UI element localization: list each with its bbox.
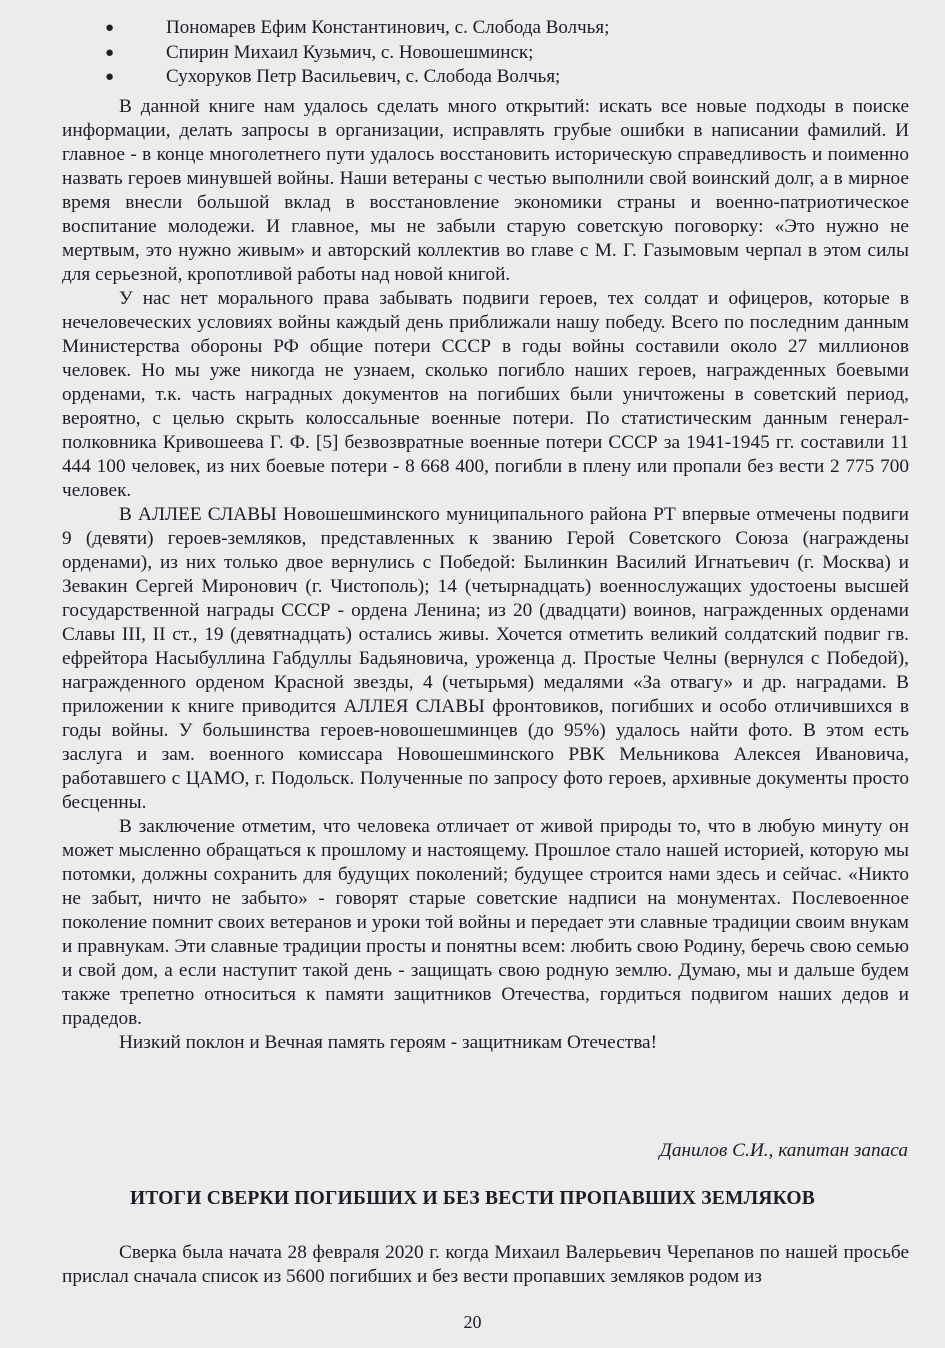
list-item: ● Сухоруков Петр Васильевич, с. Слобода Волчья; [103, 65, 903, 90]
body-text [62, 95, 909, 1055]
bullet-icon: ● [105, 20, 115, 36]
paragraph-alley-of-glory: В АЛЛЕЕ СЛАВЫ Новошешминского муниципального района РТ впервые отмечены подвиги 9 (девяти) героев-земляков, представленных к званию Герой Советского Союза (награждены орденами), из них только двое вернулись с Победой: Былинкин Василий Игнатьевич (г. Москва) и Зевакин Сергей Миронович (г. Чистополь); 14 (четырнадцать) военнослужащих удостоены высшей государственной награды СССР - ордена Ленина; из 20 (двадцати) воинов, награжденных орденами Славы III, II ст., 19 (девятнадцать) остались живы. Хочется отметить великий солдатский подвиг гв. ефрейтора Насыбуллина Габдуллы Бадьяновича, уроженца д. Простые Челны (вернулся с Победой), награжденного орденом Красной звезды, 4 (четырьмя) медалями «За отвагу» и др. наградами. В приложении к книге приводится АЛЛЕЯ СЛАВЫ фронтовиков, погибших и особо отличившихся в годы войны. У большинства героев-новошешминцев (до 95%) удалось найти фото. В этом есть заслуга и зам. военного комиссара Новошешминского РВК Мельникова Алексея Ивановича, работавшего с ЦАМО, г. Подольск. Полученные по запросу фото героев, архивные документы просто бесценны. [62, 504, 909, 813]
author-signature: Данилов С.И., капитан запаса [659, 1140, 908, 1161]
paragraph-conclusion: В заключение отметим, что человека отличает от живой природы то, что в любую минуту он может мысленно обращаться к прошлому и настоящему. Прошлое стало нашей историей, которую мы потомки, должны сохранить для будущих поколений; будущее строится нами здесь и сейчас. «Никто не забыт, ничто не забыто» - говорят старые советские надписи на монументах. Послевоенное поколение помнит своих ветеранов и уроки той войны и передает эти славные традиции своим внукам и правнукам. Эти славные традиции просты и понятны всем: любить свою Родину, беречь свою семью и свой дом, а если наступит такой день - защищать свою родную землю. Думаю, мы и дальше будем также трепетно относиться к памяти защитников Отечества, гордиться подвигом наших дедов и прадедов. [62, 816, 909, 1029]
paragraph-verification: Сверка была начата 28 февраля 2020 г. когда Михаил Валерьевич Черепанов по нашей просьбе прислал сначала список из 5600 погибших и без вести пропавших земляков родом из [62, 1242, 909, 1287]
final-section [62, 1241, 909, 1289]
page-number: 20 [463, 1312, 482, 1332]
paragraph-losses: У нас нет морального права забывать подвиги героев, тех солдат и офицеров, которые в нечеловеческих условиях войны каждый день приближали нашу победу. Всего по последним данным Министерства обороны РФ общие потери СССР в годы войны составили около 27 миллионов человек. Но мы уже никогда не узнаем, сколько погибло наших героев, награжденных боевыми орденами, т.к. часть наградных документов на погибших были уничтожены в советский период, вероятно, с целью скрыть колоссальные военные потери. По статистическим данным генерал-полковника Кривошеева Г. Ф. [5] безвозвратные военные потери СССР за 1941-1945 гг. составили 11 444 100 человек, из них боевые потери - 8 668 400, погибли в плену или пропали без вести 2 775 700 человек. [62, 288, 909, 501]
bullet-icon: ● [105, 69, 115, 85]
bullet-list [103, 16, 903, 90]
section-heading: ИТОГИ СВЕРКИ ПОГИБШИХ И БЕЗ ВЕСТИ ПРОПАВШИХ ЗЕМЛЯКОВ [129, 1188, 816, 1209]
paragraph-discoveries: В данной книге нам удалось сделать много открытий: искать все новые подходы в поиске информации, делать запросы в организации, исправлять грубые ошибки в написании фамилий. И главное - в конце многолетнего пути удалось восстановить историческую справедливость и поименно назвать героев минувшей войны. Наши ветераны с честью выполнили свой воинский долг, а в мирное время внесли большой вклад в восстановление экономики страны и военно-патриотическое воспитание молодежи. И главное, мы не забыли старую советскую поговорку: «Это нужно не мертвым, это нужно живым» и авторский коллектив во главе с М. Г. Газымовым черпал в этом силы для серьезной, кропотливой работы над новой книгой. [62, 96, 909, 285]
list-item: ● Пономарев Ефим Константинович, с. Слобода Волчья; [103, 16, 903, 41]
list-item: ● Спирин Михаил Кузьмич, с. Новошешминск; [103, 41, 903, 66]
bullet-icon: ● [105, 44, 115, 61]
paragraph-tribute: Низкий поклон и Вечная память героям - защитникам Отечества! [119, 1032, 658, 1053]
